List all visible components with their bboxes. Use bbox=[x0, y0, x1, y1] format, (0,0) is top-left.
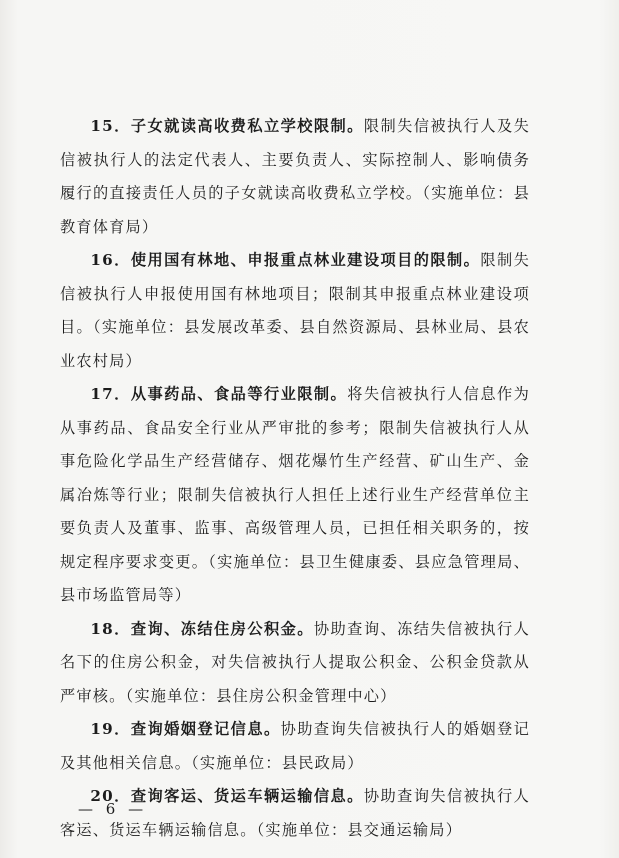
item-17 bbox=[60, 378, 530, 613]
page-number: — 6 — bbox=[78, 800, 148, 818]
item-18 bbox=[60, 613, 530, 714]
item-16-heading: 16．使用国有林地、申报重点林业建设项目的限制。 bbox=[90, 251, 481, 269]
item-17-text: 将失信被执行人信息作为从事药品、食品安全行业从严审批的参考；限制失信被执行人从事危险化学品生产经营储存、烟花爆竹生产经营、矿山生产、金属冶炼等行业；限制失信被执行人担任上述行业生产经营单位主要负责人及董事、监事、高级管理人员，已担任相关职务的，按规定程序要求变更。（实施单位：县卫生健康委、县应急管理局、县市场监管局等） bbox=[60, 385, 531, 604]
item-15 bbox=[60, 110, 530, 244]
item-15-text: 限制失信被执行人及失信被执行人的法定代表人、主要负责人、实际控制人、影响债务履行的直接责任人员的子女就读高收费私立学校。（实施单位：县教育体育局） bbox=[60, 117, 530, 236]
item-19-text: 协助查询失信被执行人的婚姻登记及其他相关信息。（实施单位：县民政局） bbox=[60, 720, 530, 772]
item-19-heading: 19．查询婚姻登记信息。 bbox=[90, 720, 281, 738]
item-20-heading: 20．查询客运、货运车辆运输信息。 bbox=[90, 787, 364, 805]
item-16-text: 限制失信被执行人申报使用国有林地项目；限制其申报重点林业建设项目。（实施单位：县发展改革委、县自然资源局、县林业局、县农业农村局） bbox=[60, 251, 531, 370]
item-20-text: 协助查询失信被执行人客运、货运车辆运输信息。（实施单位：县交通运输局） bbox=[60, 787, 530, 839]
item-19 bbox=[60, 713, 530, 780]
item-17-heading: 17．从事药品、食品等行业限制。 bbox=[90, 385, 348, 403]
item-15-heading: 15．子女就读高收费私立学校限制。 bbox=[90, 117, 364, 135]
item-16 bbox=[60, 244, 530, 378]
document-body bbox=[60, 110, 530, 847]
item-18-text: 协助查询、冻结失信被执行人名下的住房公积金，对失信被执行人提取公积金、公积金贷款从严审核。（实施单位：县住房公积金管理中心） bbox=[60, 619, 530, 705]
item-18-heading: 18．查询、冻结住房公积金。 bbox=[90, 619, 314, 638]
